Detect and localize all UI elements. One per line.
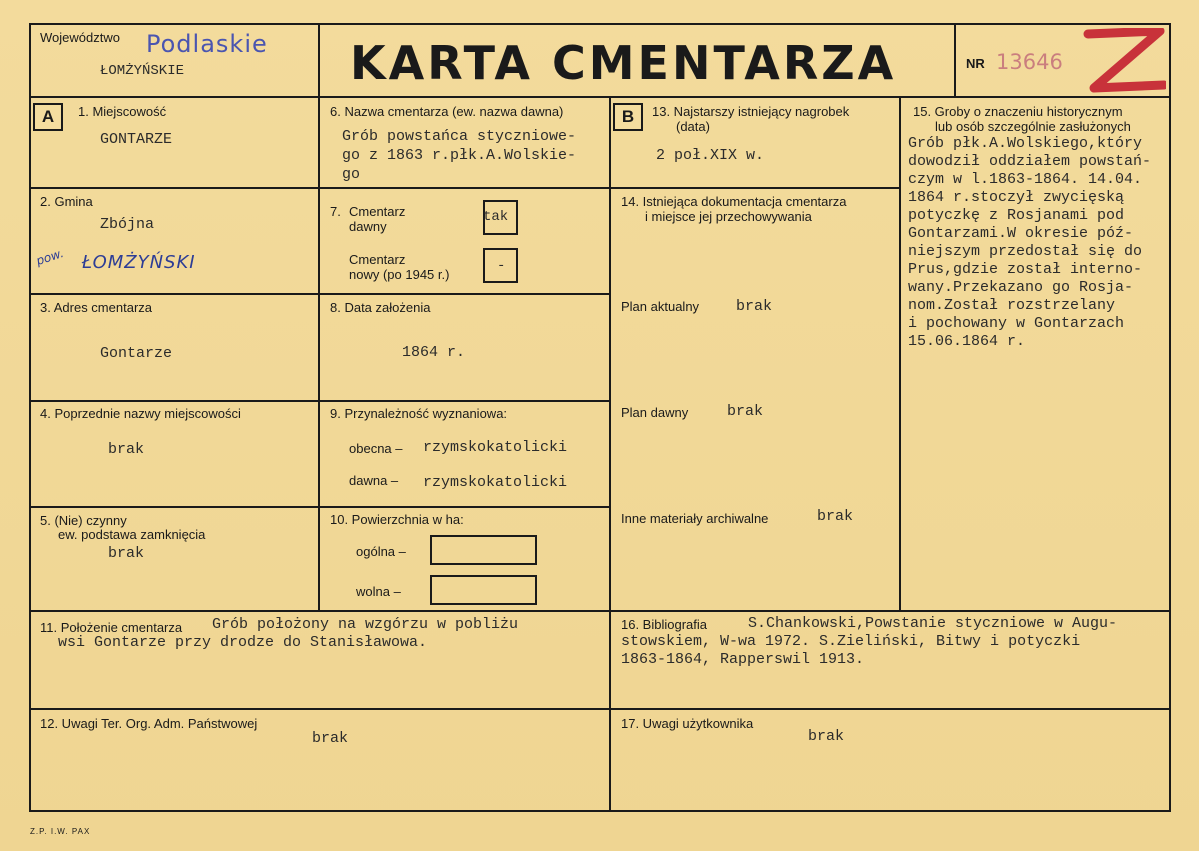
f9-dawna-value: rzymskokatolicki xyxy=(423,474,568,491)
f15-line: potyczkę z Rosjanami pod xyxy=(908,207,1125,224)
f7-nowy-value: - xyxy=(497,258,506,274)
f15-line: Grób płk.A.Wolskiego,który xyxy=(908,135,1143,152)
f16-line-2: stowskiem, W-wa 1972. S.Zieliński, Bitwy i potyczki xyxy=(621,633,1081,650)
divider xyxy=(29,293,611,295)
divider xyxy=(318,96,320,612)
f6-label: 6. Nazwa cmentarza (ew. nazwa dawna) xyxy=(330,104,564,119)
divider xyxy=(29,400,611,402)
f7-nowy-line-1: Cmentarz xyxy=(349,252,406,267)
f10-label: 10. Powierzchnia w ha: xyxy=(330,512,464,527)
f15-line: nom.Został rozstrzelany xyxy=(908,297,1116,314)
f10-ogolna-label: ogólna – xyxy=(356,544,406,559)
f13-label-1: 13. Najstarszy istniejący nagrobek xyxy=(652,104,850,119)
f13-label-2: (data) xyxy=(676,119,710,134)
f11-label: 11. Położenie cmentarza xyxy=(40,620,183,635)
f15-line: niejszym przedostał się do xyxy=(908,243,1143,260)
f3-label: 3. Adres cmentarza xyxy=(40,300,152,315)
f10-ogolna-field[interactable] xyxy=(430,535,537,565)
f16-line-1: S.Chankowski,Powstanie styczniowe w Augu- xyxy=(748,615,1118,632)
f5-label-1: 5. (Nie) czynny xyxy=(40,513,127,528)
wojewodztwo-label: Województwo xyxy=(40,30,120,45)
f3-value: Gontarze xyxy=(100,345,173,362)
f15-line: Prus,gdzie został interno- xyxy=(908,261,1143,278)
f14-plan-aktualny-value: brak xyxy=(736,298,773,315)
f15-label-2: lub osób szczególnie zasłużonych xyxy=(935,119,1131,134)
f7-label: 7. xyxy=(330,204,341,219)
f15-line: Gontarzami.W okresie póź- xyxy=(908,225,1134,242)
f9-dawna-label: dawna – xyxy=(349,473,399,488)
f15-line: 1864 r.stoczył zwycięską xyxy=(908,189,1125,206)
divider xyxy=(29,187,611,189)
f7-dawny-value: tak xyxy=(483,209,509,225)
page-title: KARTA CMENTARZA xyxy=(350,36,897,90)
divider xyxy=(899,96,901,612)
f15-line: i pochowany w Gontarzach xyxy=(908,315,1125,332)
f15-line: wany.Przekazano go Rosja- xyxy=(908,279,1134,296)
f9-label: 9. Przynależność wyznaniowa: xyxy=(330,406,508,421)
divider xyxy=(318,23,320,98)
f12-value: brak xyxy=(312,730,349,747)
f14-label-2: i miejsce jej przechowywania xyxy=(645,209,812,224)
f16-line-3: 1863-1864, Rapperswil 1913. xyxy=(621,651,865,668)
f1-label: 1. Miejscowość xyxy=(78,104,167,119)
f7-nowy-line-2: nowy (po 1945 r.) xyxy=(349,267,450,282)
f13-value: 2 poł.XIX w. xyxy=(656,147,765,164)
f16-label: 16. Bibliografia xyxy=(621,617,707,632)
f14-plan-dawny-value: brak xyxy=(727,403,764,420)
wojewodztwo-old: ŁOMŻYŃSKIE xyxy=(100,63,185,79)
nr-value: 13646 xyxy=(996,50,1063,74)
f7-dawny-checkbox[interactable] xyxy=(483,200,518,235)
f7-dawny-line-2: dawny xyxy=(349,219,387,234)
f17-value: brak xyxy=(808,728,845,745)
divider xyxy=(29,506,611,508)
f10-wolna-field[interactable] xyxy=(430,575,537,605)
pow-value: ŁOMŻYŃSKI xyxy=(82,252,196,273)
f7-dawny-line-1: Cmentarz xyxy=(349,204,406,219)
f5-label-2: ew. podstawa zamknięcia xyxy=(58,527,206,542)
f15-line: dowodził oddziałem powstań- xyxy=(908,153,1152,170)
f9-obecna-value: rzymskokatolicki xyxy=(423,439,568,456)
red-z-mark xyxy=(1082,28,1166,96)
f1-value: GONTARZE xyxy=(100,131,173,148)
f15-label-1: 15. Groby o znaczeniu historycznym xyxy=(913,104,1123,119)
f8-value: 1864 r. xyxy=(402,344,466,361)
f15-line: 15.06.1864 r. xyxy=(908,333,1026,350)
divider xyxy=(609,96,611,812)
printer-mark: Z.P. I.W. PAX xyxy=(30,827,91,836)
f4-label: 4. Poprzednie nazwy miejscowości xyxy=(40,406,241,421)
f17-label: 17. Uwagi użytkownika xyxy=(621,716,754,731)
f9-obecna-label: obecna – xyxy=(349,441,403,456)
f14-plan-dawny-label: Plan dawny xyxy=(621,405,689,420)
f14-label-1: 14. Istniejąca dokumentacja cmentarza xyxy=(621,194,847,209)
f12-label: 12. Uwagi Ter. Org. Adm. Państwowej xyxy=(40,716,258,731)
f2-label: 2. Gmina xyxy=(40,194,93,209)
nr-label: NR xyxy=(966,56,985,71)
f10-wolna-label: wolna – xyxy=(356,584,401,599)
f6-line-2: go z 1863 r.płk.A.Wolskie- xyxy=(342,147,577,164)
f11-line-1: Grób położony na wzgórzu w pobliżu xyxy=(212,616,519,633)
f15-line: czym w l.1863-1864. 14.04. xyxy=(908,171,1143,188)
f8-label: 8. Data założenia xyxy=(330,300,431,315)
f6-line-3: go xyxy=(342,166,361,183)
divider xyxy=(29,708,1171,710)
f2-value: Zbójna xyxy=(100,216,155,233)
section-b-letter: B xyxy=(613,103,643,131)
f6-line-1: Grób powstańca styczniowe- xyxy=(342,128,577,145)
divider xyxy=(954,23,956,98)
f14-inne-label: Inne materiały archiwalne xyxy=(621,511,769,526)
divider xyxy=(609,187,901,189)
f14-plan-aktualny-label: Plan aktualny xyxy=(621,299,700,314)
f7-nowy-checkbox[interactable] xyxy=(483,248,518,283)
f4-value: brak xyxy=(108,441,145,458)
divider xyxy=(29,610,1171,612)
f5-value: brak xyxy=(108,545,145,562)
f14-inne-value: brak xyxy=(817,508,854,525)
pow-label: pow. xyxy=(34,246,66,268)
f11-line-2: wsi Gontarze przy drodze do Stanisławowa. xyxy=(58,634,428,651)
wojewodztwo-stamp: Podlaskie xyxy=(146,30,268,58)
section-a-letter: A xyxy=(33,103,63,131)
